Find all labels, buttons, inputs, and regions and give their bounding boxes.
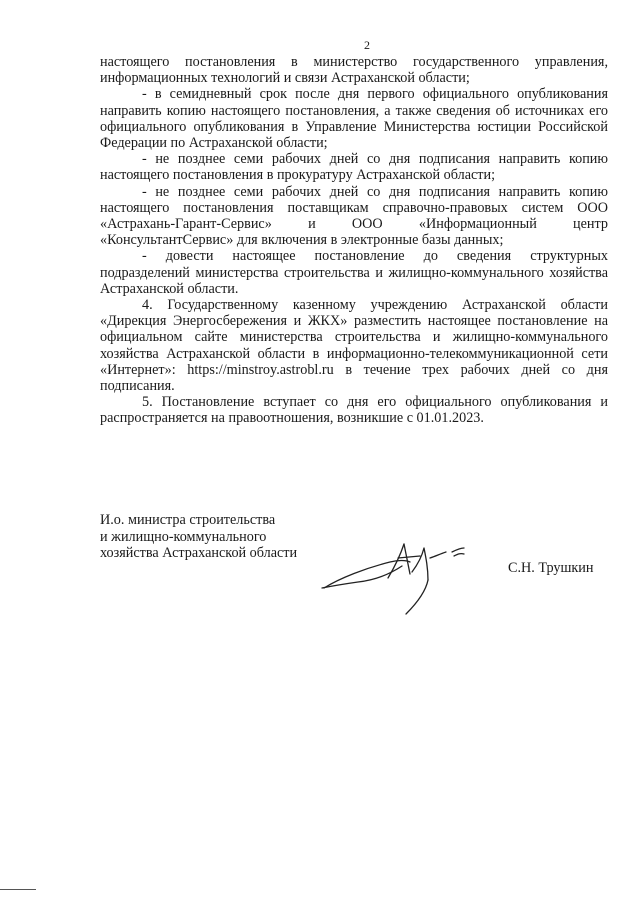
- document-body: [100, 54, 608, 427]
- page-number: 2: [364, 38, 370, 52]
- paragraph: - в семидневный срок после дня первого официального опубликования направить копию настоящего постановления, а также сведения об источниках его официального опубликования в Управление Министерства юстиции Российской Федерации по Астраханской области;: [100, 86, 608, 152]
- handwritten-signature: [318, 538, 478, 618]
- paragraph: 4. Государственному казенному учреждению Астраханской области «Дирекция Энергосбережения и ЖКХ» разместить настоящее постановление на официальном сайте министерства строительства и жилищно-коммунального хозяйства Астраханской области в информационно-телекоммуникационной сети «Интернет»: https://minstroy.astrobl.ru в течение трех рабочих дней со дня подписания.: [100, 297, 608, 395]
- signatory-title-line: и жилищно-коммунального: [100, 528, 267, 545]
- edge-line: [0, 889, 36, 890]
- paragraph: 5. Постановление вступает со дня его официального опубликования и распространяется на правоотношения, возникшие с 01.01.2023.: [100, 394, 608, 427]
- signatory-title-line: И.о. министра строительства: [100, 512, 276, 528]
- signatory-name: С.Н. Трушкин: [508, 560, 594, 576]
- paragraph: - довести настоящее постановление до сведения структурных подразделений министерства строительства и жилищно-коммунального хозяйства Астраханской области.: [100, 248, 608, 297]
- signatory-title: [100, 512, 297, 562]
- paragraph: - не позднее семи рабочих дней со дня подписания направить копию настоящего постановления в прокуратуру Астраханской области;: [100, 151, 608, 184]
- paragraph: - не позднее семи рабочих дней со дня подписания направить копию настоящего постановления поставщикам справочно-правовых систем ООО «Астрахань-Гарант-Сервис» и ООО «Информационный центр «КонсультантСервис» для включения в электронные базы данных;: [100, 183, 608, 249]
- signatory-title-line: хозяйства Астраханской области: [100, 545, 298, 562]
- paragraph: настоящего постановления в министерство государственного управления, информационных технологий и связи Астраханской области;: [100, 54, 608, 87]
